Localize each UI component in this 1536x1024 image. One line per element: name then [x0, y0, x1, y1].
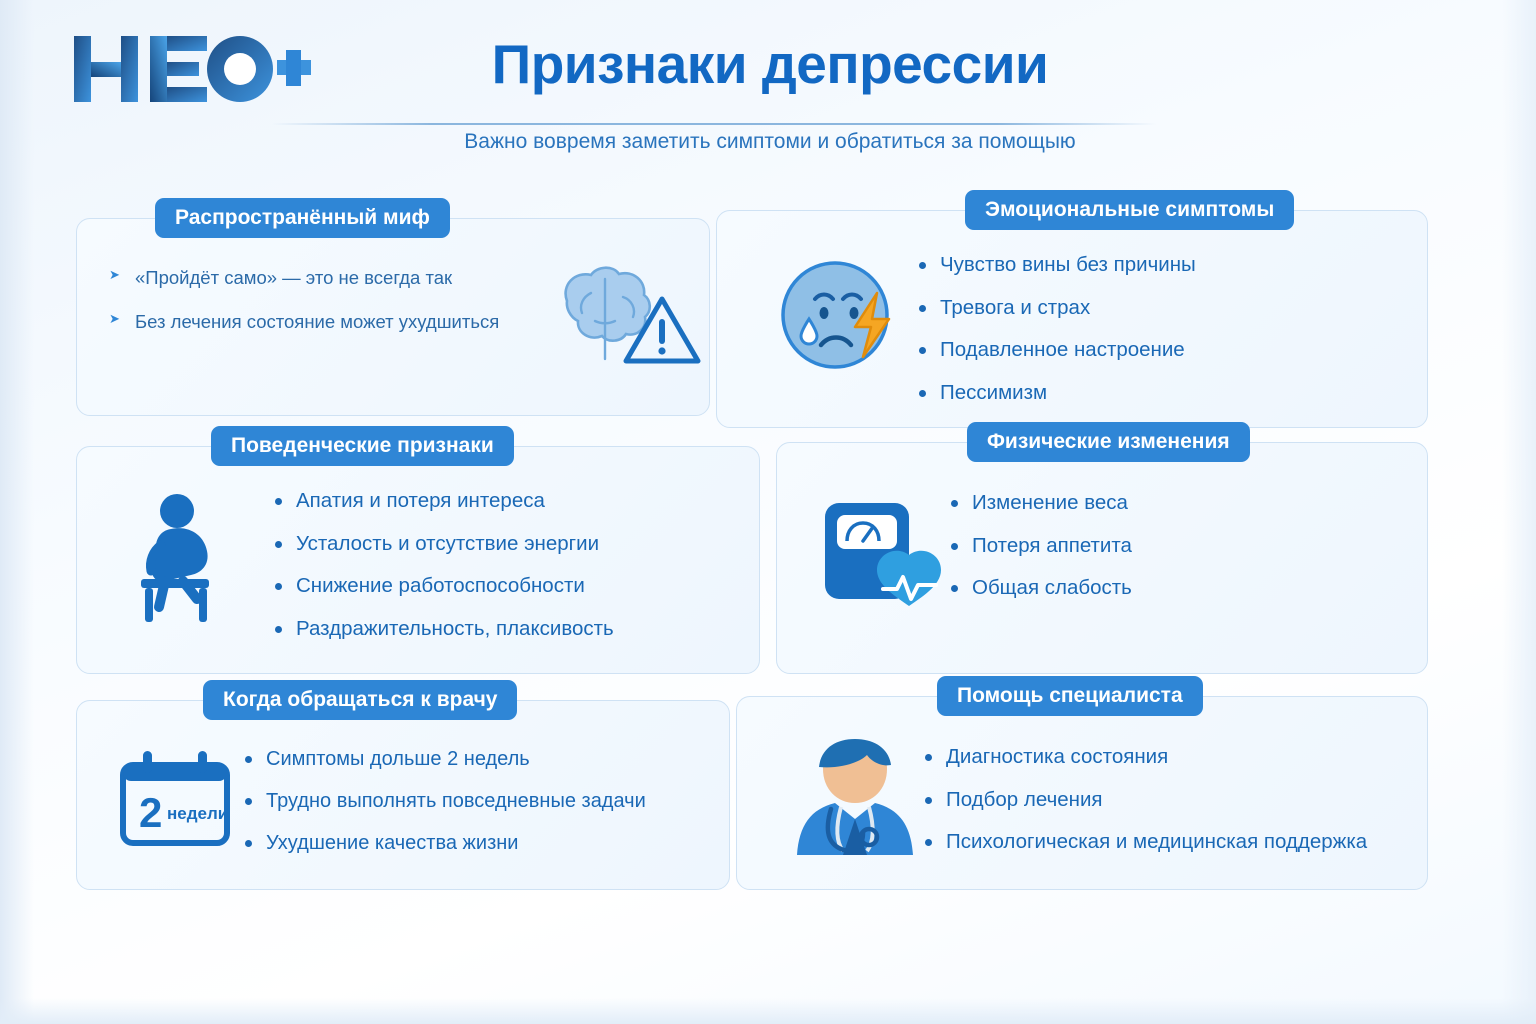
- card-emotional-title: Эмоциональные симптомы: [965, 190, 1294, 230]
- card-myth-title: Распространённый миф: [155, 198, 450, 238]
- card-behavior-list: [273, 489, 614, 659]
- card-emotional-list: [917, 253, 1196, 423]
- card-doctor: [76, 688, 730, 890]
- list-item: Трудно выполнять повседневные задачи: [243, 789, 646, 813]
- calendar-two-weeks-icon: [109, 747, 241, 862]
- sad-face-lightning-icon: [773, 253, 913, 398]
- list-item: Подавленное настроение: [917, 338, 1196, 363]
- list-item: Снижение работоспособности: [273, 574, 614, 599]
- page-title: Признаки депрессии: [491, 33, 1049, 95]
- card-help-list: [923, 745, 1367, 873]
- card-physical: [776, 430, 1428, 674]
- card-help-title: Помощь специалиста: [937, 676, 1203, 716]
- scales-heartbeat-icon: [813, 485, 953, 630]
- list-item: Апатия и потеря интереса: [273, 489, 614, 514]
- title-divider: [272, 123, 1156, 125]
- list-item: ➤ «Пройдёт само» — это не всегда так: [109, 267, 499, 289]
- list-item: Подбор лечения: [923, 788, 1367, 813]
- card-doctor-list: [243, 747, 646, 873]
- list-item: Усталость и отсутствие энергии: [273, 532, 614, 557]
- brain-warning-icon: [529, 257, 709, 397]
- doctor-stethoscope-icon: [783, 733, 933, 878]
- list-item: Пессимизм: [917, 381, 1196, 406]
- list-item: Психологическая и медицинская поддержка: [923, 830, 1367, 855]
- card-physical-list: [949, 491, 1132, 619]
- list-item: Потеря аппетита: [949, 534, 1132, 559]
- calendar-number: 2: [139, 789, 163, 836]
- list-item: Ухудшение качества жизни: [243, 831, 646, 855]
- list-item: Симптомы дольше 2 недель: [243, 747, 646, 771]
- list-item: Изменение веса: [949, 491, 1132, 516]
- card-myth: [76, 206, 710, 416]
- list-item: ➤ Без лечения состояние может ухудшиться: [109, 311, 499, 333]
- list-item: Раздражительность, плаксивость: [273, 617, 614, 642]
- page-subtitle: Важно вовремя заметить симптоми и обратиться за помощыю: [464, 130, 1076, 153]
- list-item: Общая слабость: [949, 576, 1132, 601]
- calendar-label: недели: [167, 804, 229, 823]
- list-item: Диагностика состояния: [923, 745, 1367, 770]
- card-emotional: [716, 198, 1428, 428]
- neo-plus-logo: [72, 30, 312, 108]
- card-behavior: [76, 434, 760, 674]
- card-physical-title: Физические изменения: [967, 422, 1250, 462]
- bottom-edge-gradient: [0, 998, 1536, 1024]
- list-item: Чувство вины без причины: [917, 253, 1196, 278]
- sitting-person-icon: [113, 485, 258, 635]
- card-help: [736, 684, 1428, 890]
- list-item: Тревога и страх: [917, 296, 1196, 321]
- card-behavior-title: Поведенческие признаки: [211, 426, 514, 466]
- card-myth-list: [109, 267, 499, 355]
- card-doctor-title: Когда обращаться к врачу: [203, 680, 517, 720]
- poster-header: [0, 0, 1536, 175]
